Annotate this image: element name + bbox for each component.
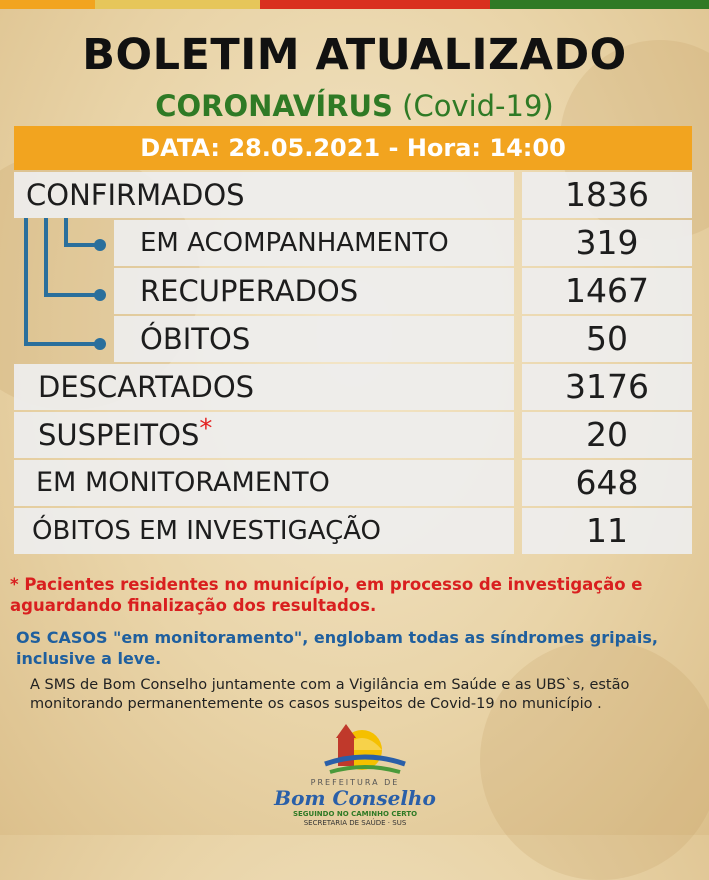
note-sms: A SMS de Bom Conselho juntamente com a Vigilância em Saúde e as UBS`s, estão monitorando permanentemente os casos suspeitos de Covid-19 no município . (30, 677, 630, 712)
row-label: EM MONITORAMENTO (14, 460, 514, 506)
row-suspeitos (14, 412, 692, 458)
logo-name: Bom Conselho (274, 786, 436, 810)
row-label: ÓBITOS EM INVESTIGAÇÃO (14, 508, 514, 554)
row-label: ÓBITOS (114, 316, 514, 362)
row-obitos-em-investigacao (14, 508, 692, 554)
row-label: DESCARTADOS (14, 364, 514, 410)
row-value: 11 (522, 508, 692, 554)
row-recuperados (14, 268, 692, 314)
row-value: 1836 (522, 172, 692, 218)
subtitle-main: CORONAVÍRUS (155, 89, 393, 123)
row-em-acompanhamento (14, 220, 692, 266)
logo-emblem-icon (270, 720, 440, 780)
row-label: EM ACOMPANHAMENTO (114, 220, 514, 266)
row-value: 3176 (522, 364, 692, 410)
note-suspeitos: * Pacientes residentes no município, em processo de investigação e aguardando finalização dos resultados. (10, 575, 643, 615)
logo-top-text: PREFEITURA DE (310, 778, 400, 787)
row-em-monitoramento (14, 460, 692, 506)
row-descartados (14, 364, 692, 410)
logo-slogan: SEGUINDO NO CAMINHO CERTO (292, 810, 418, 818)
row-value: 50 (522, 316, 692, 362)
row-value: 319 (522, 220, 692, 266)
date-bar: DATA: 28.05.2021 - Hora: 14:00 (14, 126, 692, 170)
prefeitura-logo (270, 720, 440, 830)
row-label: SUSPEITOS (38, 418, 200, 452)
row-obitos (14, 316, 692, 362)
row-confirmados (14, 172, 692, 218)
row-value: 648 (522, 460, 692, 506)
row-label: CONFIRMADOS (14, 172, 514, 218)
page-subtitle (0, 89, 709, 123)
row-value: 20 (522, 412, 692, 458)
row-label-wrap (14, 412, 514, 458)
row-value: 1467 (522, 268, 692, 314)
row-label: RECUPERADOS (114, 268, 514, 314)
logo-footer: SECRETARIA DE SAÚDE · SUS (303, 819, 407, 827)
asterisk-marker: * (199, 414, 213, 444)
note-monitoramento: OS CASOS "em monitoramento", englobam todas as síndromes gripais, inclusive a leve. (16, 628, 658, 668)
top-color-strip (0, 0, 709, 9)
page-title: BOLETIM ATUALIZADO (82, 30, 627, 80)
subtitle-paren: (Covid-19) (402, 89, 554, 123)
